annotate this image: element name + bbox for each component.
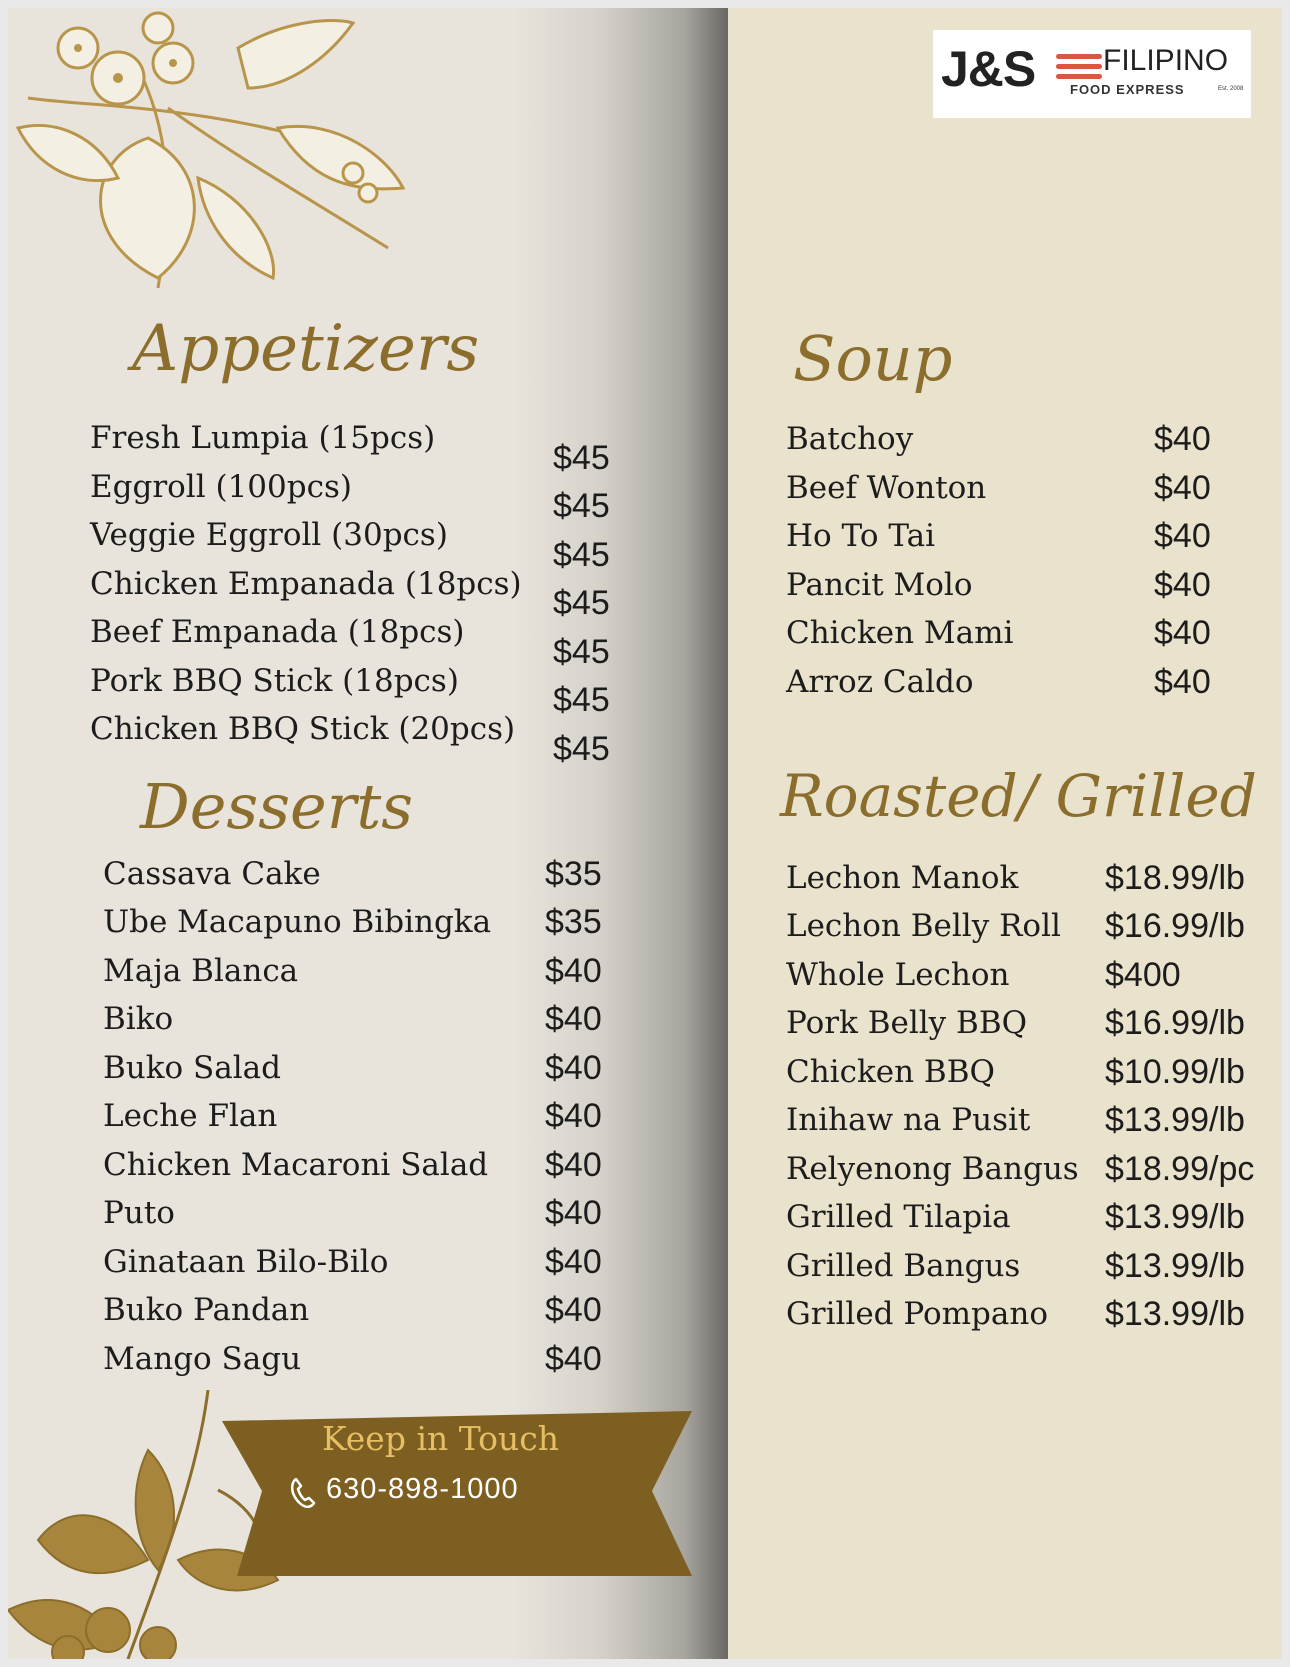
list-item: Inihaw na Pusit: [786, 1102, 1031, 1138]
price: $18.99/lb: [1105, 859, 1245, 897]
price: $40: [545, 1291, 602, 1329]
price: $13.99/lb: [1105, 1247, 1245, 1285]
price: $40: [545, 1000, 602, 1038]
list-item: Fresh Lumpia (15pcs): [90, 420, 436, 456]
logo-est: Est. 2008: [1218, 86, 1244, 92]
list-item: Pork Belly BBQ: [786, 1005, 1028, 1041]
price: $45: [553, 487, 610, 525]
price: $40: [545, 1146, 602, 1184]
list-item: Chicken Mami: [786, 615, 1014, 651]
price: $45: [553, 681, 610, 719]
price: $45: [553, 439, 610, 477]
list-item: Leche Flan: [103, 1098, 278, 1134]
price: $10.99/lb: [1105, 1053, 1245, 1091]
roasted-grilled-heading: Roasted/ Grilled: [780, 762, 1257, 830]
price: $40: [545, 1340, 602, 1378]
desserts-heading: Desserts: [140, 770, 414, 843]
list-item: Ho To Tai: [786, 518, 936, 554]
list-item: Chicken BBQ Stick (20pcs): [90, 711, 516, 747]
floral-ornament-top-icon: [8, 8, 428, 298]
logo-tagline: FOOD EXPRESS: [1070, 82, 1185, 97]
logo: [933, 30, 1251, 118]
list-item: Relyenong Bangus: [786, 1151, 1079, 1187]
list-item: Pork BBQ Stick (18pcs): [90, 663, 459, 699]
price: $40: [1154, 469, 1211, 507]
price: $40: [1154, 614, 1211, 652]
list-item: Lechon Belly Roll: [786, 908, 1061, 944]
price: $35: [545, 903, 602, 941]
list-item: Ginataan Bilo-Bilo: [103, 1244, 389, 1280]
fork-knife-logo-mark-icon: [1056, 50, 1108, 84]
price: $16.99/lb: [1105, 1004, 1245, 1042]
list-item: Arroz Caldo: [786, 664, 974, 700]
price: $45: [553, 633, 610, 671]
price: $40: [545, 1243, 602, 1281]
list-item: Pancit Molo: [786, 567, 973, 603]
price: $40: [545, 952, 602, 990]
list-item: Puto: [103, 1195, 175, 1231]
right-panel: [728, 8, 1282, 1659]
list-item: Biko: [103, 1001, 174, 1037]
price: $45: [553, 536, 610, 574]
list-item: Ube Macapuno Bibingka: [103, 904, 492, 940]
appetizers-heading: Appetizers: [132, 312, 480, 386]
soup-heading: Soup: [793, 322, 953, 395]
list-item: Chicken Empanada (18pcs): [90, 566, 522, 602]
price: $16.99/lb: [1105, 907, 1245, 945]
list-item: Buko Pandan: [103, 1292, 310, 1328]
list-item: Mango Sagu: [103, 1341, 302, 1377]
price: $40: [1154, 517, 1211, 555]
price: $45: [553, 730, 610, 768]
price: $45: [553, 584, 610, 622]
logo-brand: J&S: [941, 41, 1036, 97]
list-item: Chicken Macaroni Salad: [103, 1147, 489, 1183]
list-item: Cassava Cake: [103, 856, 321, 892]
price: $40: [1154, 663, 1211, 701]
price: $13.99/lb: [1105, 1198, 1245, 1236]
price: $40: [545, 1097, 602, 1135]
list-item: Grilled Bangus: [786, 1248, 1021, 1284]
list-item: Chicken BBQ: [786, 1054, 995, 1090]
price: $35: [545, 855, 602, 893]
list-item: Grilled Tilapia: [786, 1199, 1011, 1235]
list-item: Lechon Manok: [786, 860, 1019, 896]
list-item: Buko Salad: [103, 1050, 282, 1086]
phone-icon: [290, 1478, 316, 1508]
price: $18.99/pc: [1105, 1150, 1255, 1188]
list-item: Beef Empanada (18pcs): [90, 614, 465, 650]
contact-title: Keep in Touch: [322, 1419, 560, 1458]
price: $40: [1154, 420, 1211, 458]
contact-phone-link[interactable]: 630-898-1000: [326, 1473, 519, 1505]
price: $400: [1105, 956, 1181, 994]
logo-name: FILIPINO: [1103, 44, 1229, 77]
price: $40: [1154, 566, 1211, 604]
list-item: Veggie Eggroll (30pcs): [90, 517, 448, 553]
list-item: Beef Wonton: [786, 470, 987, 506]
list-item: Whole Lechon: [786, 957, 1010, 993]
price: $40: [545, 1194, 602, 1232]
list-item: Batchoy: [786, 421, 914, 457]
list-item: Grilled Pompano: [786, 1296, 1048, 1332]
list-item: Maja Blanca: [103, 953, 299, 989]
price: $13.99/lb: [1105, 1295, 1245, 1333]
price: $40: [545, 1049, 602, 1087]
list-item: Eggroll (100pcs): [90, 469, 352, 505]
price: $13.99/lb: [1105, 1101, 1245, 1139]
